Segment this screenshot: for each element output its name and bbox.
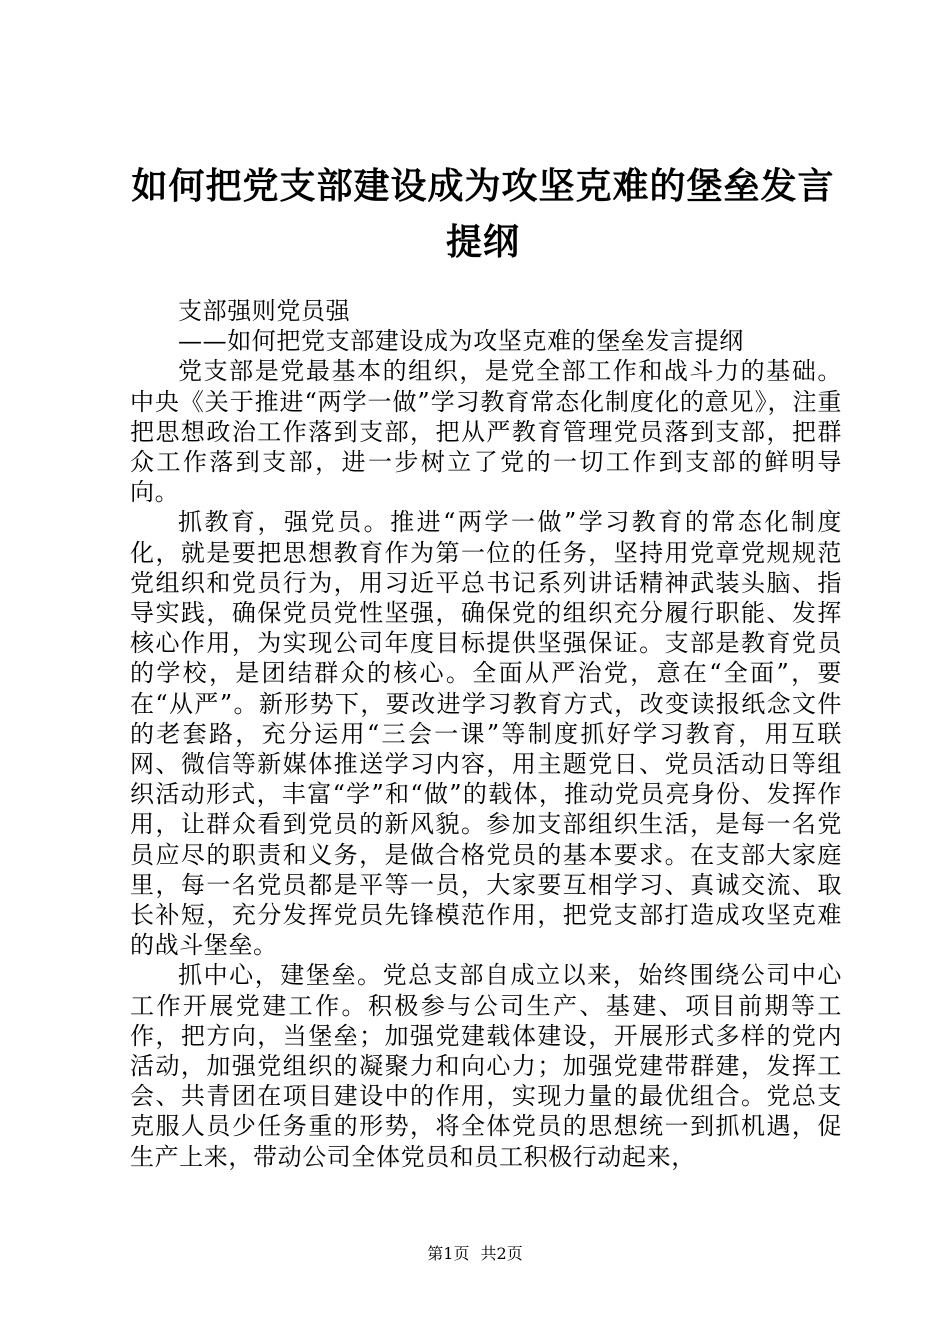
subtitle-dash-line: ——如何把党支部建设成为攻坚克难的堡垒发言提纲 <box>178 327 744 356</box>
body-paragraph: 抓教育，强党员。推进“两学一做”学习教育的常态化制度化，就是要把思想教育作为第一位的任务，坚持用党章党规规范党组织和党员行为，用习近平总书记系列讲话精神武装头脑、指导实践，确保党员党性坚强，确保党的组织充分履行职能、发挥核心作用，为实现公司年度目标提供坚强保证。支部是教育党员的学校，是团结群众的核心。全面从严治党，意在“全面”，要在“从严”。新形势下，要改进学习教育方式，改变读报纸念文件的老套路，充分运用“三会一课”等制度抓好学习教育，用互联网、微信等新媒体推送学习内容，用主题党日、党员活动日等组织活动形式，丰富“学”和“做”的载体，推动党员亮身份、发挥作用，让群众看到党员的新风貌。参加支部组织生活，是每一名党员应尽的职责和义务，是做合格党员的基本要求。在支部大家庭里，每一名党员都是平等一员，大家要互相学习、真诚交流、取长补短，充分发挥党员先锋模范作用，把党支部打造成攻坚克难的战斗堡垒。 <box>130 508 842 960</box>
document-body <box>130 296 842 1172</box>
page-footer <box>0 1243 950 1265</box>
body-paragraph: 抓中心，建堡垒。党总支部自成立以来，始终围绕公司中心工作开展党建工作。积极参与公司生产、基建、项目前期等工作，把方向，当堡垒；加强党建载体建设，开展形式多样的党内活动，加强党组织的凝聚力和向心力；加强党建带群建，发挥工会、共青团在项目建设中的作用，实现力量的最优组合。党总支克服人员少任务重的形势，将全体党员的思想统一到抓机遇，促生产上来，带动公司全体党员和员工积极行动起来， <box>130 961 842 1171</box>
document-title: 如何把党支部建设成为攻坚克难的堡垒发言提纲 <box>131 165 835 263</box>
page-total: 共2页 <box>480 1244 523 1263</box>
page-number: 第1页 <box>427 1244 470 1263</box>
subtitle-line: 支部强则党员强 <box>178 297 351 325</box>
body-paragraph: 党支部是党最基本的组织，是党全部工作和战斗力的基础。中央《关于推进“两学一做”学习教育常态化制度化的意见》，注重把思想政治工作落到支部，把从严教育管理党员落到支部，把群众工作落到支部，进一步树立了党的一切工作到支部的鲜明导向。 <box>130 357 842 507</box>
